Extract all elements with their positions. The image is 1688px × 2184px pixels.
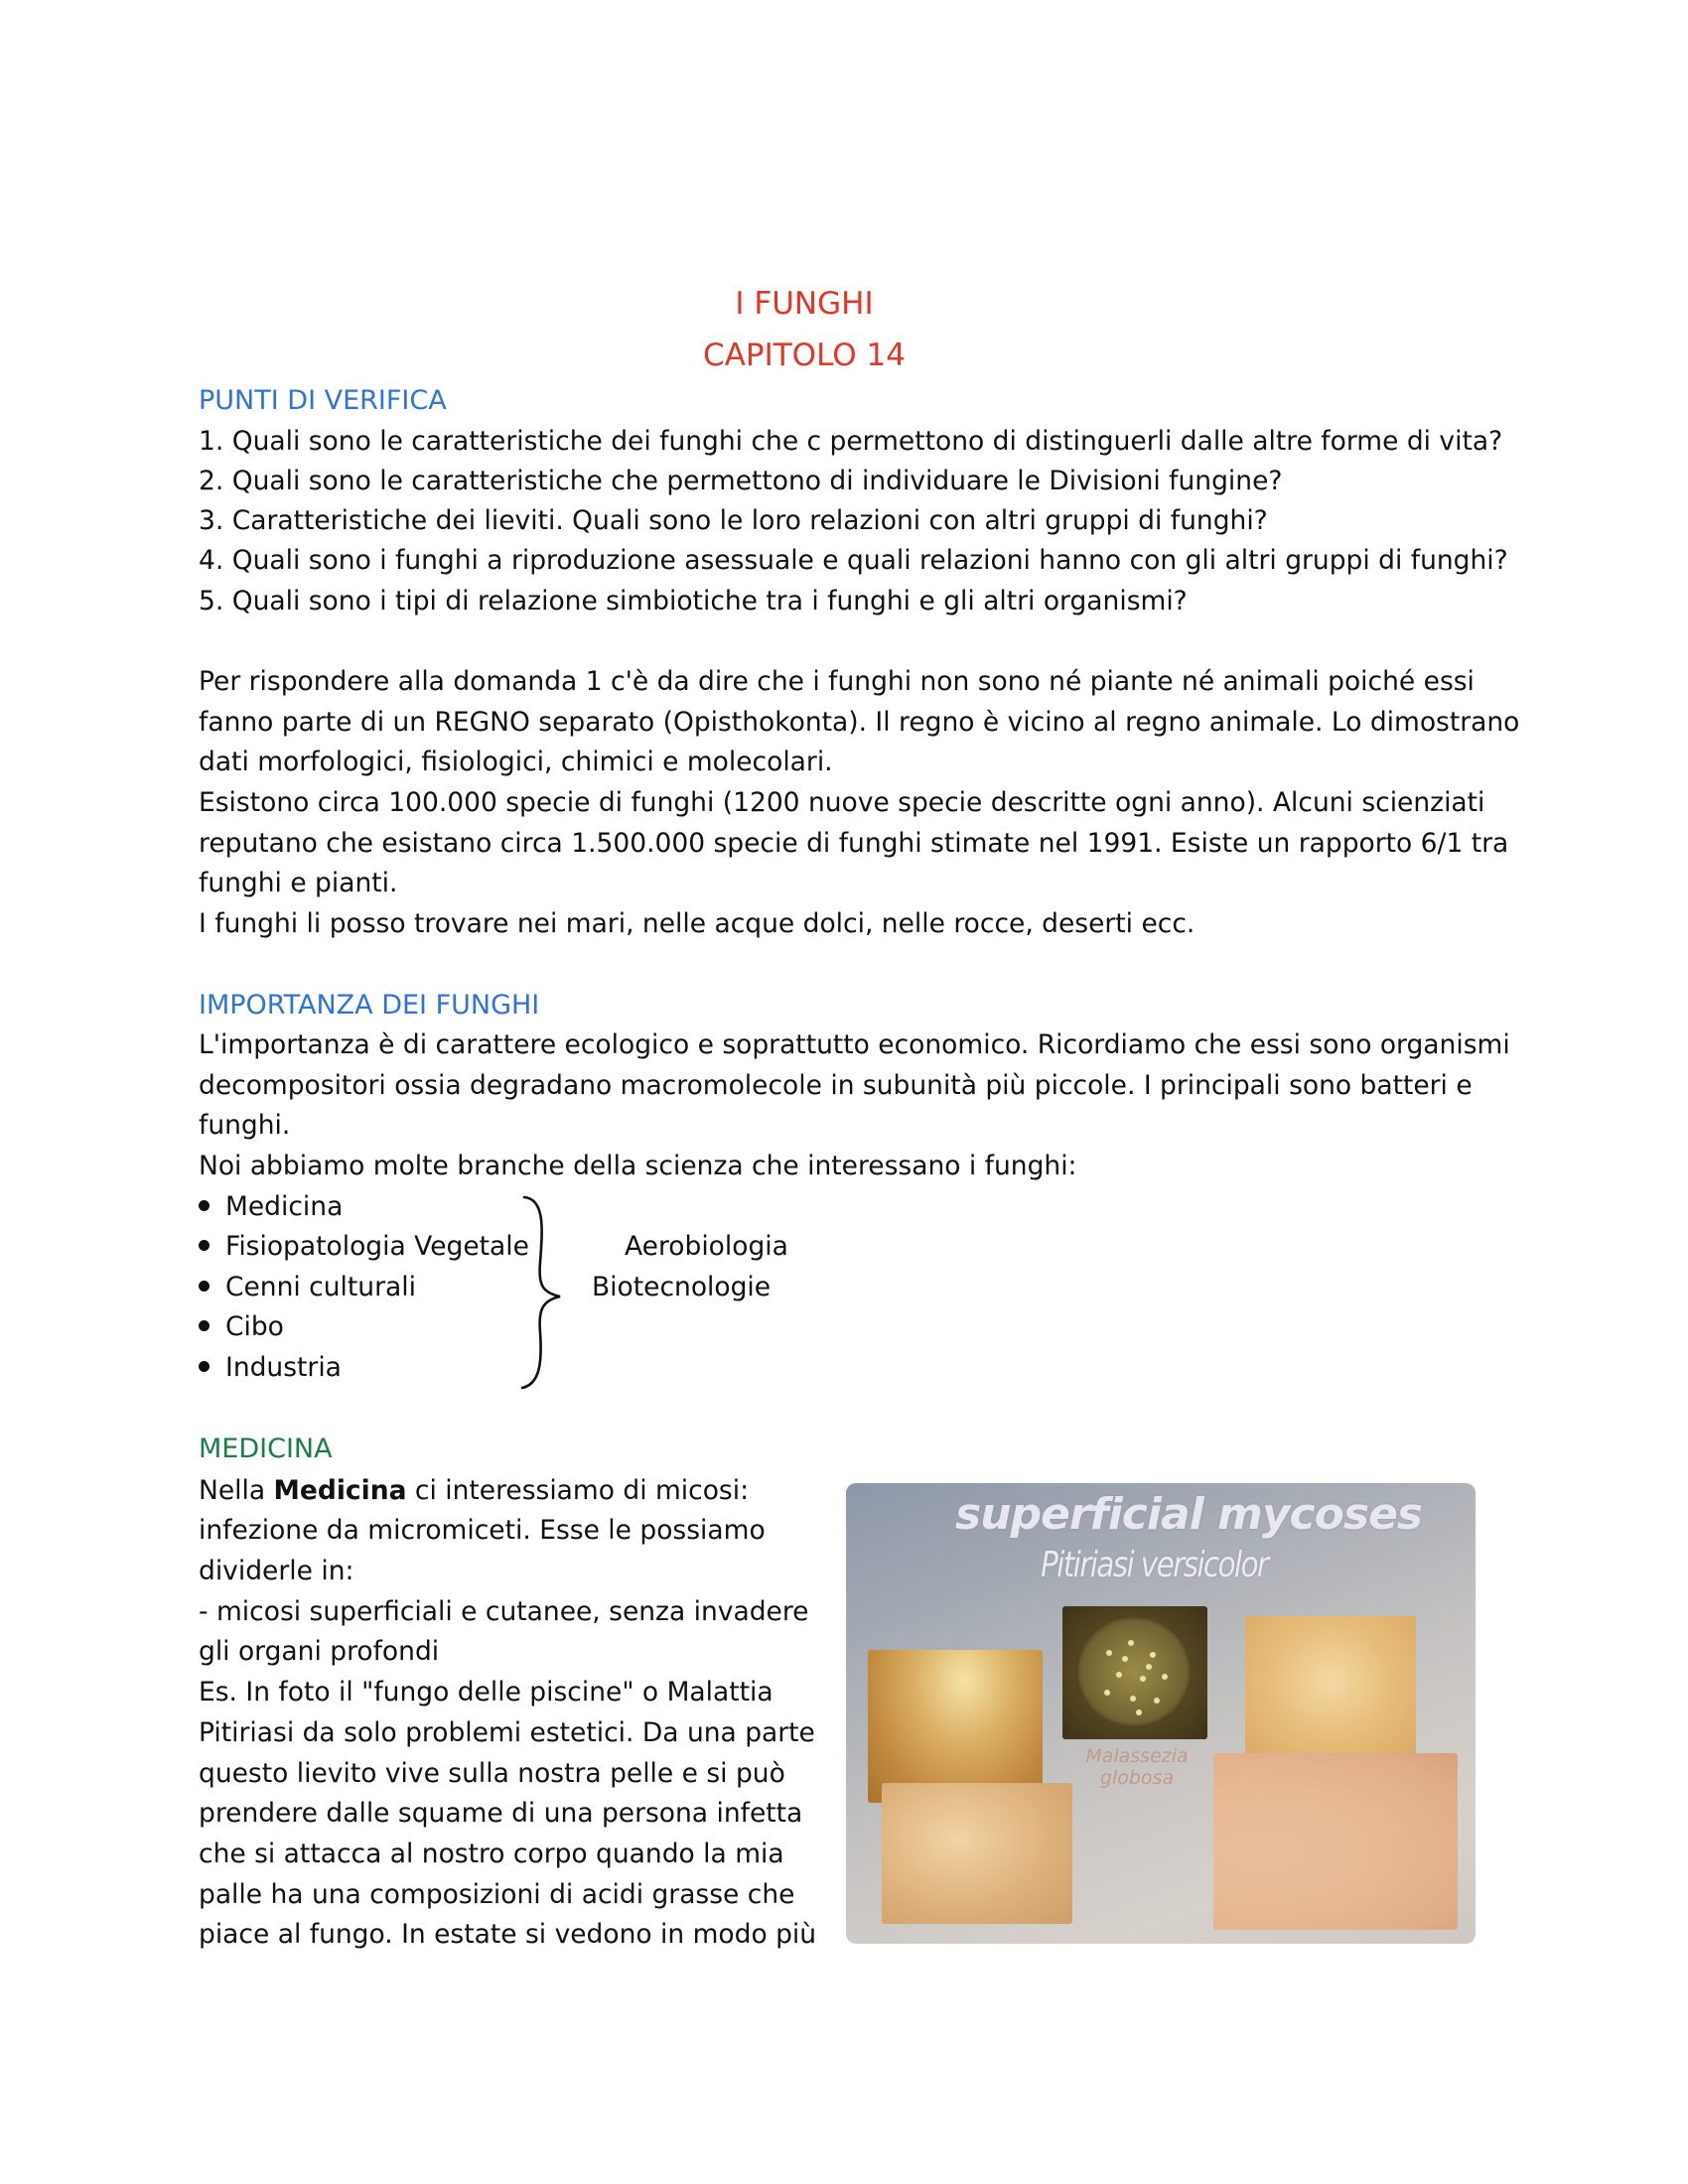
section-heading-punti-di-verifica: PUNTI DI VERIFICA — [199, 385, 447, 416]
paragraph-line: questo lievito vive sulla nostra pelle e si può — [199, 1758, 785, 1789]
list-item: Medicina — [199, 1189, 343, 1225]
question-4: 4. Quali sono i funghi a riproduzione asessuale e quali relazioni hanno con gli altri gruppi di funghi? — [199, 545, 1508, 576]
paragraph-line: Pitiriasi da solo problemi estetici. Da una parte — [199, 1717, 815, 1748]
bullet-icon — [199, 1200, 210, 1211]
paragraph-line: dati morfologici, fisiologici, chimici e molecolari. — [199, 747, 833, 777]
paragraph-line: fanno parte di un REGNO separato (Opisthokonta). Il regno è vicino al regno animale. Lo dimostrano — [199, 707, 1520, 738]
list-item: Cenni culturali — [199, 1270, 416, 1305]
skin-photo-tile — [882, 1783, 1072, 1924]
paragraph-line: Esistono circa 100.000 specie di funghi (1200 nuove specie descritte ogni anno). Alcuni scienziati — [199, 787, 1485, 818]
paragraph-line: L'importanza è di carattere ecologico e soprattutto economico. Ricordiamo che essi sono organismi — [199, 1029, 1510, 1060]
list-item: Cibo — [199, 1309, 284, 1345]
question-1: 1. Quali sono le caratteristiche dei funghi che c permettono di distinguerli dalle altre forme di vita? — [199, 426, 1503, 457]
list-item: Fisiopatologia Vegetale — [199, 1229, 529, 1265]
paragraph-line: - micosi superficiali e cutanee, senza invadere — [199, 1596, 809, 1627]
paragraph-line: Nella Medicina ci interessiamo di micosi: — [199, 1475, 750, 1506]
bullet-icon — [199, 1240, 210, 1251]
section-heading-importanza: IMPORTANZA DEI FUNGHI — [199, 990, 540, 1021]
paragraph-line: dividerle in: — [199, 1556, 354, 1586]
grouped-branch: Aerobiologia — [625, 1231, 788, 1262]
question-5: 5. Quali sono i tipi di relazione simbiotiche tra i funghi e gli altri organismi? — [199, 586, 1188, 616]
petri-dish-photo — [1062, 1606, 1207, 1739]
paragraph-line: funghi. — [199, 1110, 291, 1141]
section-heading-medicina: MEDICINA — [199, 1433, 333, 1464]
paragraph-line: I funghi li posso trovare nei mari, nelle acque dolci, nelle rocce, deserti ecc. — [199, 908, 1196, 939]
bullet-icon — [199, 1361, 210, 1372]
skin-photo-tile — [1213, 1753, 1458, 1930]
paragraph-line: che si attacca al nostro corpo quando la mia — [199, 1839, 784, 1869]
petri-dish-icon — [1076, 1616, 1192, 1727]
question-2: 2. Quali sono le caratteristiche che permettono di individuare le Divisioni fungine? — [199, 466, 1283, 496]
photo-caption: Malassezia globosa — [1085, 1745, 1189, 1789]
paragraph-line: reputano che esistano circa 1.500.000 specie di funghi stimate nel 1991. Esiste un rapporto 6/1 tra — [199, 828, 1509, 859]
paragraph-line: Per rispondere alla domanda 1 c'è da dire che i funghi non sono né piante né animali poiché essi — [199, 666, 1475, 697]
document-title: I FUNGHI — [735, 286, 874, 322]
photo-title: superficial mycoses — [955, 1489, 1423, 1540]
skin-photo-tile — [868, 1650, 1043, 1803]
paragraph-line: Es. In foto il "fungo delle piscine" o Malattia — [199, 1677, 774, 1707]
paragraph-line: palle ha una composizioni di acidi grasse che — [199, 1879, 795, 1910]
paragraph-line: decompositori ossia degradano macromolecole in subunità più piccole. I principali sono batteri e — [199, 1070, 1473, 1101]
paragraph-line: funghi e pianti. — [199, 868, 398, 898]
paragraph-line: Noi abbiamo molte branche della scienza che interessano i funghi: — [199, 1151, 1077, 1181]
bullet-icon — [199, 1320, 210, 1331]
paragraph-line: piace al fungo. In estate si vedono in modo più — [199, 1919, 817, 1950]
mycoses-photo — [846, 1483, 1476, 1944]
paragraph-line: gli organi profondi — [199, 1636, 440, 1667]
question-3: 3. Caratteristiche dei lieviti. Quali sono le loro relazioni con altri gruppi di funghi? — [199, 505, 1268, 536]
list-item: Industria — [199, 1350, 342, 1386]
chapter-title: CAPITOLO 14 — [703, 338, 906, 373]
bullet-icon — [199, 1281, 210, 1292]
photo-subtitle: Pitiriasi versicolor — [1041, 1545, 1268, 1585]
curly-brace-icon — [516, 1193, 566, 1392]
grouped-branch: Biotecnologie — [592, 1272, 772, 1302]
paragraph-line: prendere dalle squame di una persona infetta — [199, 1798, 803, 1829]
bold-term: Medicina — [273, 1475, 407, 1506]
paragraph-line: infezione da micromiceti. Esse le possiamo — [199, 1515, 766, 1546]
skin-photo-tile — [1245, 1616, 1416, 1761]
